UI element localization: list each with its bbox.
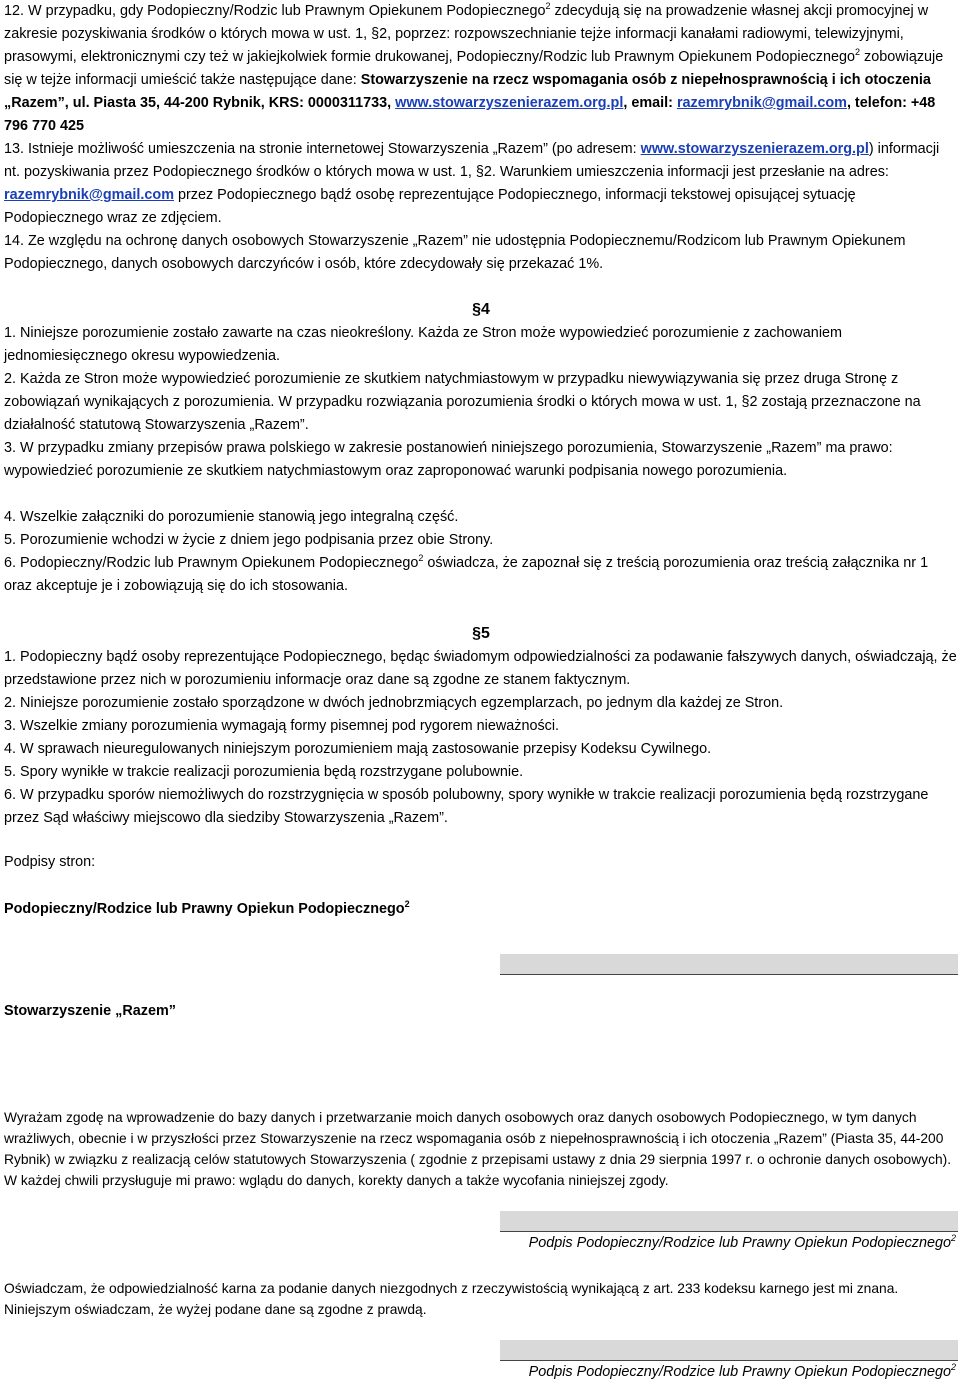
s5-clause-2: 2. Niniejsze porozumienie zostało sporządzone w dwóch jednobrzmiących egzemplarzach, po jednym dla każdej ze Stron.	[4, 695, 784, 711]
s4-clause-6: 6. Podopieczny/Rodzic lub Prawnym Opiekunem Podopiecznego$^2$ oświadcza, że zapoznał się z treścią porozumienia oraz treścią załącznika nr 1 oraz akceptuje je i zobowiązują się do ich stosowania.	[4, 553, 929, 594]
s5-clause-5: 5. Spory wynikłe w trakcie realizacji porozumienia będą rozstrzygane polubownie.	[4, 764, 524, 780]
consent-block	[4, 1107, 958, 1191]
consent-signature-caption: Podpis Podopieczny/Rodzice lub Prawny Opiekun Podopiecznego$^2$	[528, 1233, 956, 1251]
s5-clause-3: 3. Wszelkie zmiany porozumienia wymagają formy pisemnej pod rygorem nieważności.	[4, 718, 560, 734]
s5-clause-6: 6. W przypadku sporów niemożliwych do rozstrzygnięcia w sposób polubowny, spory wynikłe w trakcie realizacji porozumienia będą rozstrzygane przez Sąd właściwy miejscowo dla siedziby Stowarzyszenia „Razem”.	[4, 787, 929, 826]
declaration-signature-caption: Podpis Podopieczny/Rodzice lub Prawny Opiekun Podopiecznego$^2$	[528, 1362, 956, 1380]
website-link[interactable]: www.stowarzyszenierazem.org.pl	[640, 141, 869, 157]
clause-14: 14. Ze względu na ochronę danych osobowych Stowarzyszenie „Razem” nie udostępnia Podopiecznemu/Rodzicom lub Prawnym Opiekunem Podopiecznego, danych osobowych darczyńców i osób, które zdecydowały się przekazać 1%.	[4, 233, 906, 272]
section-5-title: §5	[472, 625, 490, 642]
s4-clause-5: 5. Porozumienie wchodzi w życie z dniem jego podpisania przez obie Strony.	[4, 532, 494, 548]
s5-clause-1: 1. Podopieczny bądź osoby reprezentujące Podopiecznego, będąc świadomym odpowiedzialności za podawanie fałszywych danych, oświadczają, że przedstawione przez nich w porozumieniu informacje oraz dane są zgodne ze stanem faktycznym.	[4, 649, 957, 688]
clause-12: 12. W przypadku, gdy Podopieczny/Rodzic lub Prawnym Opiekunem Podopiecznego$^2$ zdecydują się na prowadzenie własnej akcji promocyjnej w zakresie pozyskiwania środków o których mowa w ust. 1, §2, poprzez: rozpowszechnianie tejże informacji kanałami radiowymi, telewizyjnymi, prasowymi, elektronicznymi czy też w jakiejkolwiek formie drukowanej, Podopieczny/Rodzic lub Prawnym Opiekunem Podopiecznego$^2$ zobowiązuje się w tejże informacji umieścić także następujące dane: Stowarzyszenie na rzecz wspomagania osób z niepełnosprawnością i ich otoczenia „Razem”, ul. Piasta 35, 44-200 Rybnik, KRS: 0000311733, www.stowarzyszenierazem.org.pl, email: razemrybnik@gmail.com, telefon: +48 796 770 425	[4, 1, 944, 134]
signatures-heading: Podpisy stron:	[4, 854, 96, 870]
s4-clause-3: 3. W przypadku zmiany przepisów prawa polskiego w zakresie postanowień niniejszego porozumienia, Stowarzyszenie „Razem” ma prawo: wypowiedzieć porozumienie ze skutkiem natychmiastowym oraz zaproponować warunki podpisania nowego porozumienia.	[4, 440, 893, 479]
party1-signature-line[interactable]	[500, 954, 958, 975]
clause-13: 13. Istnieje możliwość umieszczenia na stronie internetowej Stowarzyszenia „Razem” (po adresem: www.stowarzyszenierazem.org.pl) informacji nt. pozyskiwania przez Podopiecznego środków o których mowa w ust. 1, §2. Warunkiem umieszczenia informacji jest przesłanie na adres: razemrybnik@gmail.com przez Podopiecznego bądź osobę reprezentujące Podopiecznego, informacji tekstowej opisującej sytuację Podopiecznego wraz ze zdjęciem.	[4, 141, 940, 226]
section-4-title: §4	[472, 301, 490, 318]
declaration-block	[4, 1278, 958, 1320]
party2-label: Stowarzyszenie „Razem”	[4, 1003, 176, 1019]
consent-text: Wyrażam zgodę na wprowadzenie do bazy danych i przetwarzanie moich danych osobowych oraz danych osobowych Podopiecznego, w tym danych wrażliwych, obecnie i w przyszłości przez Stowarzyszenie na rzecz wspomagania osób z niepełnosprawnością i ich otoczenia „Razem” (Piasta 35, 44-200 Rybnik) w związku z realizacją celów statutowych Stowarzyszenia ( zgodnie z przepisami ustawy z dnia 29 sierpnia 1997 r. o ochronie danych osobowych). W każdej chwili przysługuje mi prawo: wglądu do danych, korekty danych a także wycofania niniejszej zgody.	[4, 1110, 952, 1188]
email-link[interactable]: razemrybnik@gmail.com	[676, 95, 847, 111]
consent-signature-line[interactable]	[500, 1211, 958, 1232]
email-link[interactable]: razemrybnik@gmail.com	[4, 187, 174, 203]
declaration-text: Oświadczam, że odpowiedzialność karna za podanie danych niezgodnych z rzeczywistością wynikającą z art. 233 kodeksu karnego jest mi znana. Niniejszym oświadczam, że wyżej podane dane są zgodne z prawdą.	[4, 1281, 899, 1317]
s5-clause-4: 4. W sprawach nieuregulowanych niniejszym porozumieniem mają zastosowanie przepisy Kodeksu Cywilnego.	[4, 741, 712, 757]
declaration-signature-line[interactable]	[500, 1340, 958, 1361]
s4-clause-1: 1. Niniejsze porozumienie zostało zawarte na czas nieokreślony. Każda ze Stron może wypowiedzieć porozumienie z zachowaniem jednomiesięcznego okresu wypowiedzenia.	[4, 325, 843, 364]
website-link[interactable]: www.stowarzyszenierazem.org.pl	[395, 95, 624, 111]
s4-clause-2: 2. Każda ze Stron może wypowiedzieć porozumienie ze skutkiem natychmiastowym w przypadku niewywiązywania się przez druga Stronę z zobowiązań wynikających z porozumienia. W przypadku rozwiązania porozumienia środki o których mowa w ust. 1, §2 zostają przeznaczone na działalność statutową Stowarzyszenia „Razem”.	[4, 371, 921, 433]
s4-clause-4: 4. Wszelkie załączniki do porozumienie stanowią jego integralną część.	[4, 509, 459, 525]
party1-label: Podopieczny/Rodzice lub Prawny Opiekun Podopiecznego$^2$	[4, 899, 410, 917]
